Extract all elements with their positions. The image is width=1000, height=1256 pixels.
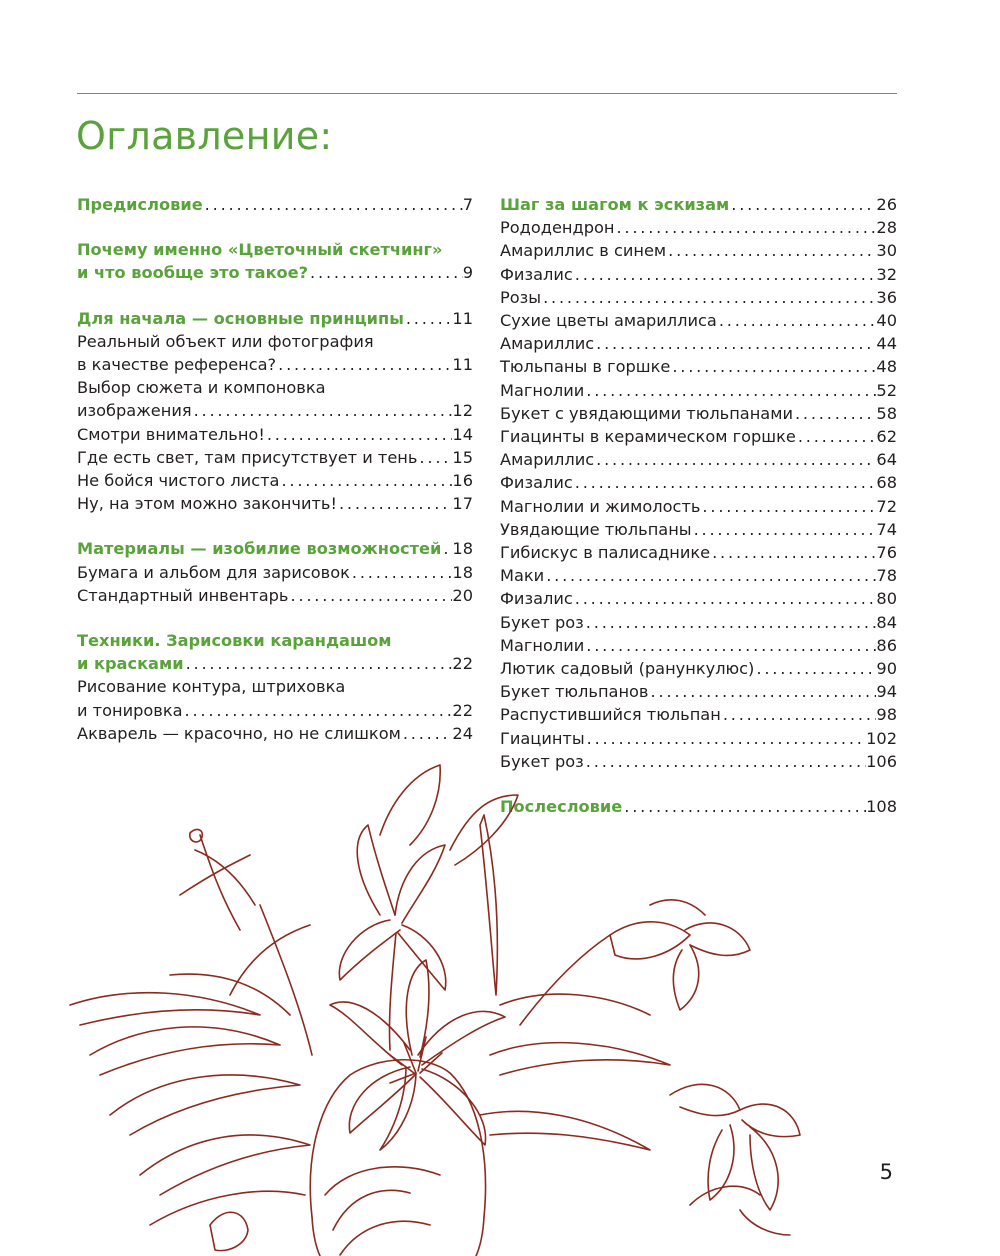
toc-entry-title-line1: Реальный объект или фотография	[77, 331, 374, 351]
dot-leader	[184, 652, 453, 675]
toc-entry-title: Увядающие тюльпаны	[500, 519, 692, 539]
toc-entry[interactable]	[500, 379, 897, 402]
toc-entry-title: Сухие цветы амариллиса	[500, 311, 717, 331]
toc-entry[interactable]	[77, 469, 473, 492]
toc-entry-title: Тюльпаны в горшке	[500, 357, 671, 377]
dot-leader	[279, 469, 452, 492]
toc-entry[interactable]	[77, 376, 473, 422]
dot-leader	[276, 353, 452, 376]
toc-entry[interactable]	[77, 330, 473, 376]
dot-leader	[614, 216, 876, 239]
toc-entry-page: 62	[876, 427, 897, 447]
dot-leader	[729, 193, 876, 216]
toc-entry-page: 20	[452, 585, 473, 605]
dot-leader	[350, 561, 453, 584]
toc-entry-title: Букет тюльпанов	[500, 682, 649, 702]
dot-leader	[584, 611, 877, 634]
dot-leader	[710, 541, 876, 564]
dot-leader	[203, 193, 463, 216]
dot-leader	[648, 680, 876, 703]
toc-entry-page: 30	[876, 241, 897, 261]
toc-entry[interactable]	[500, 239, 897, 262]
toc-entry[interactable]	[500, 587, 897, 610]
toc-entry-title: Амариллис в синем	[500, 241, 667, 261]
dot-leader	[308, 261, 463, 284]
dot-leader	[401, 722, 453, 745]
toc-entry-title: Амариллис	[500, 334, 595, 354]
dot-leader	[666, 239, 876, 262]
flower-bouquet-illustration	[50, 755, 810, 1256]
header-rule	[77, 93, 897, 94]
dot-leader	[692, 518, 877, 541]
toc-entry[interactable]	[500, 634, 897, 657]
toc-section-heading[interactable]	[77, 307, 473, 330]
toc-entry-title: Стандартный инвентарь	[77, 585, 289, 605]
toc-entry-title: Материалы — изобилие возможностей	[77, 539, 442, 559]
toc-entry-title: Не бойся чистого листа	[77, 471, 280, 491]
toc-section	[77, 238, 473, 284]
toc-entry[interactable]	[500, 611, 897, 634]
toc-entry[interactable]	[500, 727, 897, 750]
dot-leader	[584, 379, 876, 402]
dot-leader	[573, 471, 877, 494]
toc-entry-title: Физалис	[500, 264, 573, 284]
toc-entry[interactable]	[500, 216, 897, 239]
toc-entry-title: Послесловие	[500, 797, 623, 817]
toc-entry-page: 108	[866, 797, 897, 817]
toc-entry-title-line1: Рисование контура, штриховка	[77, 677, 346, 697]
toc-right-column	[500, 193, 897, 840]
toc-entry-page: 72	[876, 496, 897, 516]
toc-entry[interactable]	[500, 657, 897, 680]
toc-entry[interactable]	[77, 722, 473, 745]
toc-entry-page: 84	[876, 612, 897, 632]
toc-entry-title: в качестве референса?	[77, 355, 277, 375]
toc-entry[interactable]	[77, 584, 473, 607]
toc-entry-page: 36	[876, 287, 897, 307]
dot-leader	[573, 587, 877, 610]
dot-leader	[544, 564, 876, 587]
toc-entry-title: Букет роз	[500, 751, 584, 771]
toc-section-heading[interactable]	[77, 629, 473, 675]
toc-entry[interactable]	[500, 541, 897, 564]
toc-entry[interactable]	[77, 446, 473, 469]
toc-entry-page: 11	[452, 308, 473, 328]
toc-entry-page: 48	[876, 357, 897, 377]
toc-entry[interactable]	[500, 495, 897, 518]
toc-section	[500, 193, 897, 773]
dot-leader	[585, 727, 866, 750]
toc-entry[interactable]	[500, 402, 897, 425]
toc-entry-title: Ну, на этом можно закончить!	[77, 494, 337, 514]
toc-entry-page: 11	[452, 355, 473, 375]
toc-entry-title: изображения	[77, 401, 192, 421]
toc-entry-page: 12	[452, 401, 473, 421]
toc-section-heading[interactable]	[77, 537, 473, 560]
toc-section-heading[interactable]	[77, 238, 473, 284]
toc-entry-title-line1: Выбор сюжета и компоновка	[77, 378, 326, 398]
toc-entry-title: Физалис	[500, 589, 573, 609]
toc-entry-title: Физалис	[500, 473, 573, 493]
dot-leader	[441, 537, 452, 560]
toc-entry-page: 98	[876, 705, 897, 725]
toc-entry-title: Рододендрон	[500, 218, 615, 238]
toc-section	[77, 629, 473, 745]
toc-entry-page: 68	[876, 473, 897, 493]
toc-entry-title: Гиацинты	[500, 728, 585, 748]
toc-entry[interactable]	[500, 425, 897, 448]
toc-entry-title: Где есть свет, там присутствует и тень	[77, 447, 418, 467]
dot-leader	[192, 399, 453, 422]
toc-entry-page: 18	[452, 539, 473, 559]
toc-entry-title: Магнолии	[500, 635, 585, 655]
toc-entry-title: Для начала — основные принципы	[77, 308, 404, 328]
toc-section-heading[interactable]	[77, 193, 473, 216]
toc-entry-page: 58	[876, 403, 897, 423]
toc-entry-page: 90	[876, 659, 897, 679]
toc-entry-title: Букет с увядающими тюльпанами	[500, 403, 793, 423]
dot-leader	[288, 584, 452, 607]
toc-entry-title: Маки	[500, 566, 545, 586]
toc-entry-title: и что вообще это такое?	[77, 263, 309, 283]
toc-entry-page: 44	[876, 334, 897, 354]
toc-entry-page: 18	[452, 562, 473, 582]
toc-entry-page: 102	[866, 728, 897, 748]
page-number: 5	[879, 1160, 893, 1184]
toc-entry-page: 78	[876, 566, 897, 586]
toc-entry-title: Бумага и альбом для зарисовок	[77, 562, 350, 582]
toc-left-column	[77, 193, 473, 767]
toc-entry-page: 17	[452, 494, 473, 514]
toc-entry-page: 106	[866, 751, 897, 771]
toc-entry[interactable]	[500, 518, 897, 541]
toc-entry-title: Розы	[500, 287, 542, 307]
toc-entry-page: 15	[452, 447, 473, 467]
toc-entry-title: и красками	[77, 654, 184, 674]
dot-leader	[417, 446, 452, 469]
toc-entry[interactable]	[500, 680, 897, 703]
toc-entry[interactable]	[500, 332, 897, 355]
toc-entry-title: Предисловие	[77, 195, 203, 214]
toc-entry[interactable]	[500, 564, 897, 587]
toc-entry[interactable]	[500, 355, 897, 378]
toc-entry-title: Смотри внимательно!	[77, 424, 265, 444]
toc-entry-title: Лютик садовый (ранункулюс)	[500, 659, 755, 679]
toc-entry-page: 22	[452, 700, 473, 720]
toc-entry-title: Гибискус в палисаднике	[500, 543, 711, 563]
toc-entry-title-line1: Почему именно «Цветочный скетчинг»	[77, 240, 443, 260]
toc-entry-page: 24	[452, 723, 473, 743]
toc-entry[interactable]	[500, 263, 897, 286]
toc-entry-page: 74	[876, 519, 897, 539]
toc-entry[interactable]	[500, 703, 897, 726]
dot-leader	[584, 634, 876, 657]
dot-leader	[594, 448, 876, 471]
dot-leader	[754, 657, 876, 680]
toc-entry-title: Амариллис	[500, 450, 595, 470]
toc-entry-page: 32	[876, 264, 897, 284]
dot-leader	[337, 492, 452, 515]
toc-entry-page: 76	[876, 543, 897, 563]
toc-entry-page: 86	[876, 635, 897, 655]
toc-entry-title: Магнолии	[500, 380, 585, 400]
toc-entry-page: 52	[876, 380, 897, 400]
toc-section	[77, 193, 473, 216]
toc-entry-title: Распустившийся тюльпан	[500, 705, 721, 725]
toc-entry-title-line1: Техники. Зарисовки карандашом	[77, 631, 392, 651]
toc-entry-page: 40	[876, 311, 897, 331]
toc-entry-title: Шаг за шагом к эскизам	[500, 195, 730, 214]
toc-entry-page: 14	[452, 424, 473, 444]
dot-leader	[594, 332, 876, 355]
toc-entry[interactable]	[77, 675, 473, 721]
toc-entry-page: 64	[876, 450, 897, 470]
toc-entry-title: Акварель — красочно, но не слишком	[77, 723, 401, 743]
toc-entry-page: 22	[452, 654, 473, 674]
dot-leader	[404, 307, 453, 330]
page-title: Оглавление:	[76, 114, 333, 158]
dot-leader	[573, 263, 877, 286]
dot-leader	[670, 355, 876, 378]
dot-leader	[717, 309, 877, 332]
toc-entry[interactable]	[77, 492, 473, 515]
dot-leader	[183, 699, 453, 722]
toc-entry-title: Магнолии и жимолость	[500, 496, 701, 516]
toc-entry-page: 16	[452, 471, 473, 491]
toc-entry-page: 7	[462, 195, 473, 214]
dot-leader	[541, 286, 876, 309]
toc-section	[77, 307, 473, 516]
dot-leader	[721, 703, 877, 726]
toc-entry-title: Букет роз	[500, 612, 584, 632]
toc-section	[77, 537, 473, 607]
dot-leader	[796, 425, 877, 448]
toc-entry[interactable]	[500, 471, 897, 494]
dot-leader	[265, 423, 453, 446]
dot-leader	[700, 495, 876, 518]
dot-leader	[793, 402, 876, 425]
toc-entry-title: и тонировка	[77, 700, 183, 720]
toc-entry-page: 80	[876, 589, 897, 609]
toc-entry-title: Гиацинты в керамическом горшке	[500, 427, 796, 447]
toc-section-heading[interactable]	[500, 193, 897, 216]
toc-entry-page: 26	[876, 195, 897, 214]
toc-entry-page: 28	[876, 218, 897, 238]
toc-entry-page: 94	[876, 682, 897, 702]
toc-entry[interactable]	[500, 309, 897, 332]
toc-entry[interactable]	[500, 286, 897, 309]
toc-entry[interactable]	[77, 561, 473, 584]
toc-entry-page: 9	[462, 263, 473, 283]
toc-entry[interactable]	[77, 423, 473, 446]
toc-entry[interactable]	[500, 448, 897, 471]
